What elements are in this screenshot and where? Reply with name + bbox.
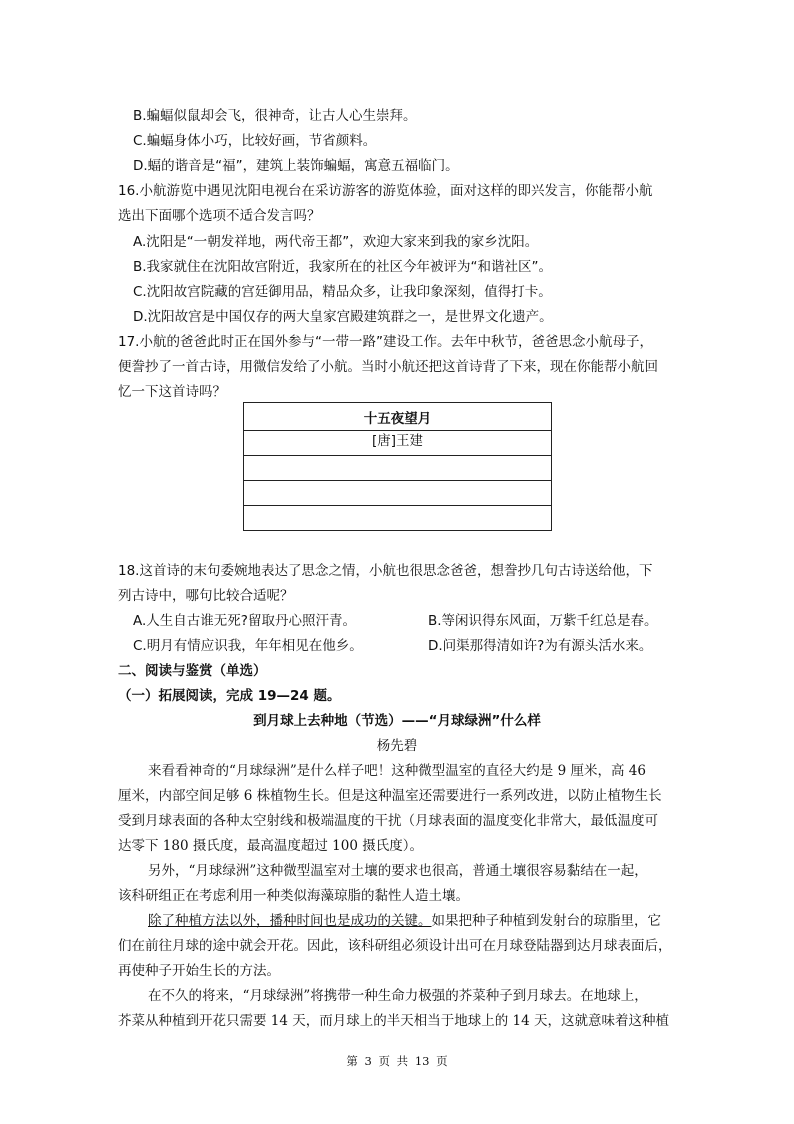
q17-stem-line1: 17.小航的爸爸此时正在国外参与“一带一路”建设工作。去年中秋节，爸爸思念小航母子， [118, 334, 653, 350]
q16-option-a: A.沈阳是“一朝发祥地，两代帝王都”，欢迎大家来到我的家乡沈阳。 [133, 234, 539, 250]
q16-stem-line2: 选出下面哪个选项不适合发言吗？ [118, 208, 321, 224]
q18-option-d: D.问渠那得清如许?为有源头活水来。 [428, 638, 653, 654]
article-title: 到月球上去种地（节选）——“月球绿洲”什么样 [253, 713, 541, 729]
poem-blank-line[interactable] [244, 456, 552, 481]
article-paragraph-2-line: 该科研组正在考虑利用一种类似海藻琼脂的黏性人造土壤。 [118, 888, 469, 904]
underlined-sentence: 除了种植方法以外，播种时间也是成功的关键。 [148, 913, 432, 929]
q16-option-d: D.沈阳故宫是中国仅存的两大皇家宫殿建筑群之一，是世界文化遗产。 [133, 309, 553, 325]
article-paragraph-1-line: 来看看神奇的“月球绿洲”是什么样子吧！这种微型温室的直径大约是 9 厘米，高 46 [148, 763, 646, 779]
q17-stem-line2: 便誊抄了一首古诗，用微信发给了小航。当时小航还把这首诗背了下来，现在你能帮小航回 [118, 359, 658, 375]
paragraph-3-text: 如果把种子种植到发射台的琼脂里，它 [431, 913, 661, 929]
q16-option-c: C.沈阳故宫院藏的宫廷御用品，精品众多，让我印象深刻，值得打卡。 [133, 284, 552, 300]
article-paragraph-4-line: 在不久的将来，“月球绿洲”将携带一种生命力极强的芥菜种子到月球去。在地球上， [148, 988, 648, 1004]
poem-title: 十五夜望月 [244, 403, 552, 431]
q18-option-c: C.明月有情应识我，年年相见在他乡。 [133, 638, 363, 654]
article-author: 杨先碧 [376, 738, 418, 754]
sub-section-heading: （一）拓展阅读，完成 19—24 题。 [118, 688, 341, 704]
poem-blank-line[interactable] [244, 481, 552, 506]
q18-option-a: A.人生自古谁无死?留取丹心照汗青。 [133, 613, 356, 629]
q16-option-b: B.我家就住在沈阳故宫附近，我家所在的社区今年被评为“和谐社区”。 [133, 259, 553, 275]
article-paragraph-3-line: 们在前往月球的途中就会开花。因此，该科研组必须设计出可在月球登陆器到达月球表面后， [118, 938, 672, 954]
article-paragraph-1-line: 达零下 180 摄氏度，最高温度超过 100 摄氏度）。 [118, 838, 423, 854]
article-paragraph-2-line: 另外，“月球绿洲”这种微型温室对土壤的要求也很高，普通土壤很容易黏结在一起， [148, 863, 648, 879]
poem-author: [唐]王建 [371, 433, 424, 449]
poem-blank-line[interactable] [244, 506, 552, 531]
article-paragraph-1-line: 厘米，内部空间足够 6 株植物生长。但是这种温室还需要进行一系列改进，以防止植物生长 [118, 788, 662, 804]
article-paragraph-3-line: 再使种子开始生长的方法。 [118, 963, 280, 979]
article-paragraph-1-line: 受到月球表面的各种太空射线和极端温度的干扰（月球表面的温度变化非常大，最低温度可 [118, 813, 658, 829]
q18-option-b: B.等闲识得东风面，万紫千红总是春。 [428, 613, 658, 629]
q18-stem-line2: 列古诗中，哪句比较合适呢？ [118, 588, 294, 604]
q15-option-d: D.蝠的谐音是“福”，建筑上装饰蝙蝠，寓意五福临门。 [133, 158, 459, 174]
q18-stem-line1: 18.这首诗的末句委婉地表达了思念之情，小航也很思念爸爸，想誊抄几句古诗送给他，下 [118, 563, 653, 579]
poem-table [243, 402, 552, 531]
q15-option-c: C.蝙蝠身体小巧，比较好画，节省颜料。 [133, 133, 377, 149]
q15-option-b: B.蝙蝠似鼠却会飞，很神奇，让古人心生崇拜。 [133, 108, 417, 124]
article-paragraph-3-line [148, 912, 661, 930]
q16-stem-line1: 16.小航游览中遇见沈阳电视台在采访游客的游览体验，面对这样的即兴发言，你能帮小航 [118, 183, 653, 199]
article-paragraph-4-line: 芥菜从种植到开花只需要 14 天，而月球上的半天相当于地球上的 14 天，这就意味着这种植 [118, 1013, 670, 1029]
section-heading: 二、阅读与鉴赏（单选） [118, 663, 267, 679]
q17-stem-line3: 忆一下这首诗吗？ [118, 384, 226, 400]
page-footer: 第 3 页 共 13 页 [346, 1054, 448, 1068]
